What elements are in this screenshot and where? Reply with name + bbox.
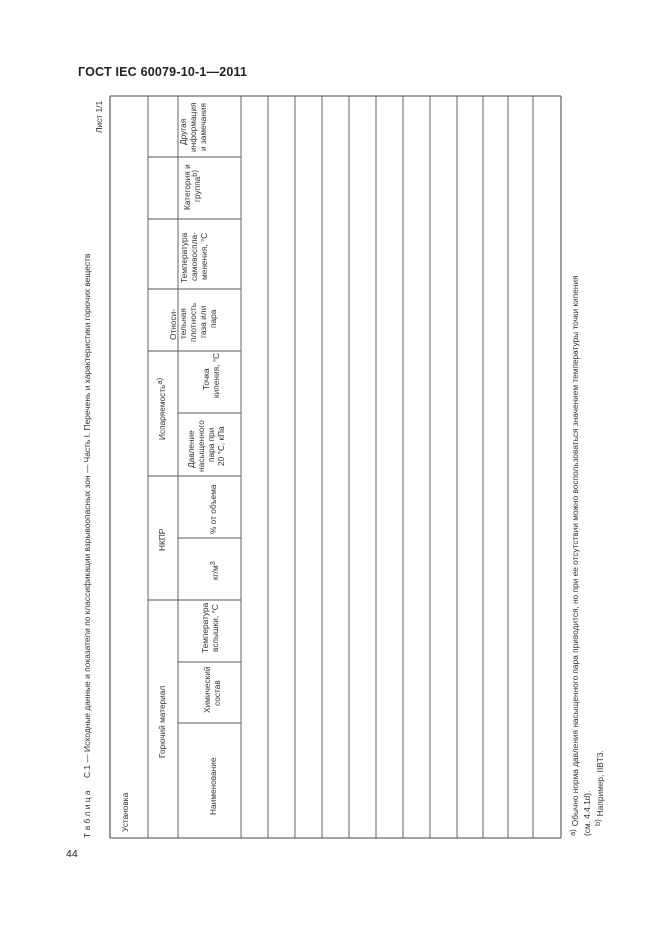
- group-combustible: Горючий материал: [157, 685, 167, 758]
- col-category-group-sup: b): [190, 169, 199, 177]
- table-grid: [110, 96, 561, 838]
- col-flash-point-l2: вспышки, °С: [210, 604, 220, 652]
- col-category-group-l1: Категория и: [182, 164, 192, 210]
- group-volatility-text: Испаряемость: [157, 384, 167, 440]
- footnote-a-line2: (см. 4.4.1d).: [582, 790, 592, 836]
- col-lfl-mass-text: кг/м: [210, 565, 220, 580]
- col-lfl-volume: % от объема: [208, 484, 218, 534]
- col-flash-point: [200, 600, 220, 653]
- col-boiling-point: [201, 353, 221, 398]
- group-volatility: [155, 377, 167, 440]
- installation-label: Установка: [120, 792, 130, 832]
- footnote-a: [568, 275, 580, 836]
- table-caption-text: C.1 — Исходные данные и показатели по классификации взрывоопасных зон — Часть I. Перечень и характеристики горючих веществ: [82, 253, 92, 778]
- col-relative-density-l3: плотность: [188, 302, 198, 342]
- group-lfl: НКПР: [157, 528, 167, 551]
- col-other: [178, 100, 208, 152]
- footnote-b: [593, 750, 605, 826]
- col-relative-density: [168, 301, 218, 342]
- col-relative-density-l4: газа или: [198, 305, 208, 338]
- col-name: Наименование: [208, 757, 218, 815]
- document-header: ГОСТ IEC 60079-10-1—2011: [78, 65, 248, 79]
- col-flash-point-l1: Температура: [200, 602, 210, 653]
- sheet-label: Лист 1/1: [94, 100, 104, 133]
- col-vapor-pressure-l4: 20 °С, кПа: [216, 426, 226, 466]
- footnote-b-sup: b): [593, 819, 602, 826]
- col-vapor-pressure-l1: Давление: [186, 430, 196, 468]
- col-other-l1: Другая: [178, 118, 188, 145]
- col-other-l2: информация: [188, 102, 198, 152]
- group-volatility-sup: a): [155, 377, 164, 385]
- col-ignition-temp-l3: менения, °С: [199, 232, 209, 280]
- col-vapor-pressure: [186, 418, 226, 472]
- footnote-a-line1: Обычно норма давления насыщенного пара приводится, но при ее отсутствии можно воспользоваться значением температуры точки кипения: [570, 275, 580, 827]
- col-relative-density-l5: пара: [208, 309, 218, 328]
- col-composition: [202, 664, 222, 713]
- col-vapor-pressure-l2: насыщенного: [196, 420, 206, 472]
- col-boiling-point-l2: кипения, °С: [211, 352, 221, 398]
- col-category-group-l2: группа: [192, 176, 202, 202]
- col-ignition-temp-l2: самовоспла-: [189, 232, 199, 281]
- col-composition-l2: состав: [212, 680, 222, 706]
- col-relative-density-l1: Относи-: [168, 309, 178, 340]
- footnote-b-text: Например, IIBT3.: [595, 750, 605, 817]
- footnote-a-sup: a): [568, 829, 577, 836]
- col-lfl-mass: [208, 561, 220, 580]
- col-ignition-temp-l1: Температура: [179, 232, 189, 283]
- col-vapor-pressure-l3: пара при: [206, 427, 216, 462]
- page-number: 44: [66, 848, 78, 860]
- col-ignition-temp: [179, 230, 209, 283]
- col-lfl-mass-sup: 3: [208, 561, 217, 566]
- col-composition-l1: Химический: [202, 666, 212, 713]
- col-boiling-point-l1: Точка: [201, 368, 211, 390]
- col-other-l3: и замечания: [198, 102, 208, 151]
- col-relative-density-l2: тельная: [178, 308, 188, 339]
- table-caption-label: Т а б л и ц а: [82, 790, 92, 838]
- col-category-group: [182, 162, 202, 210]
